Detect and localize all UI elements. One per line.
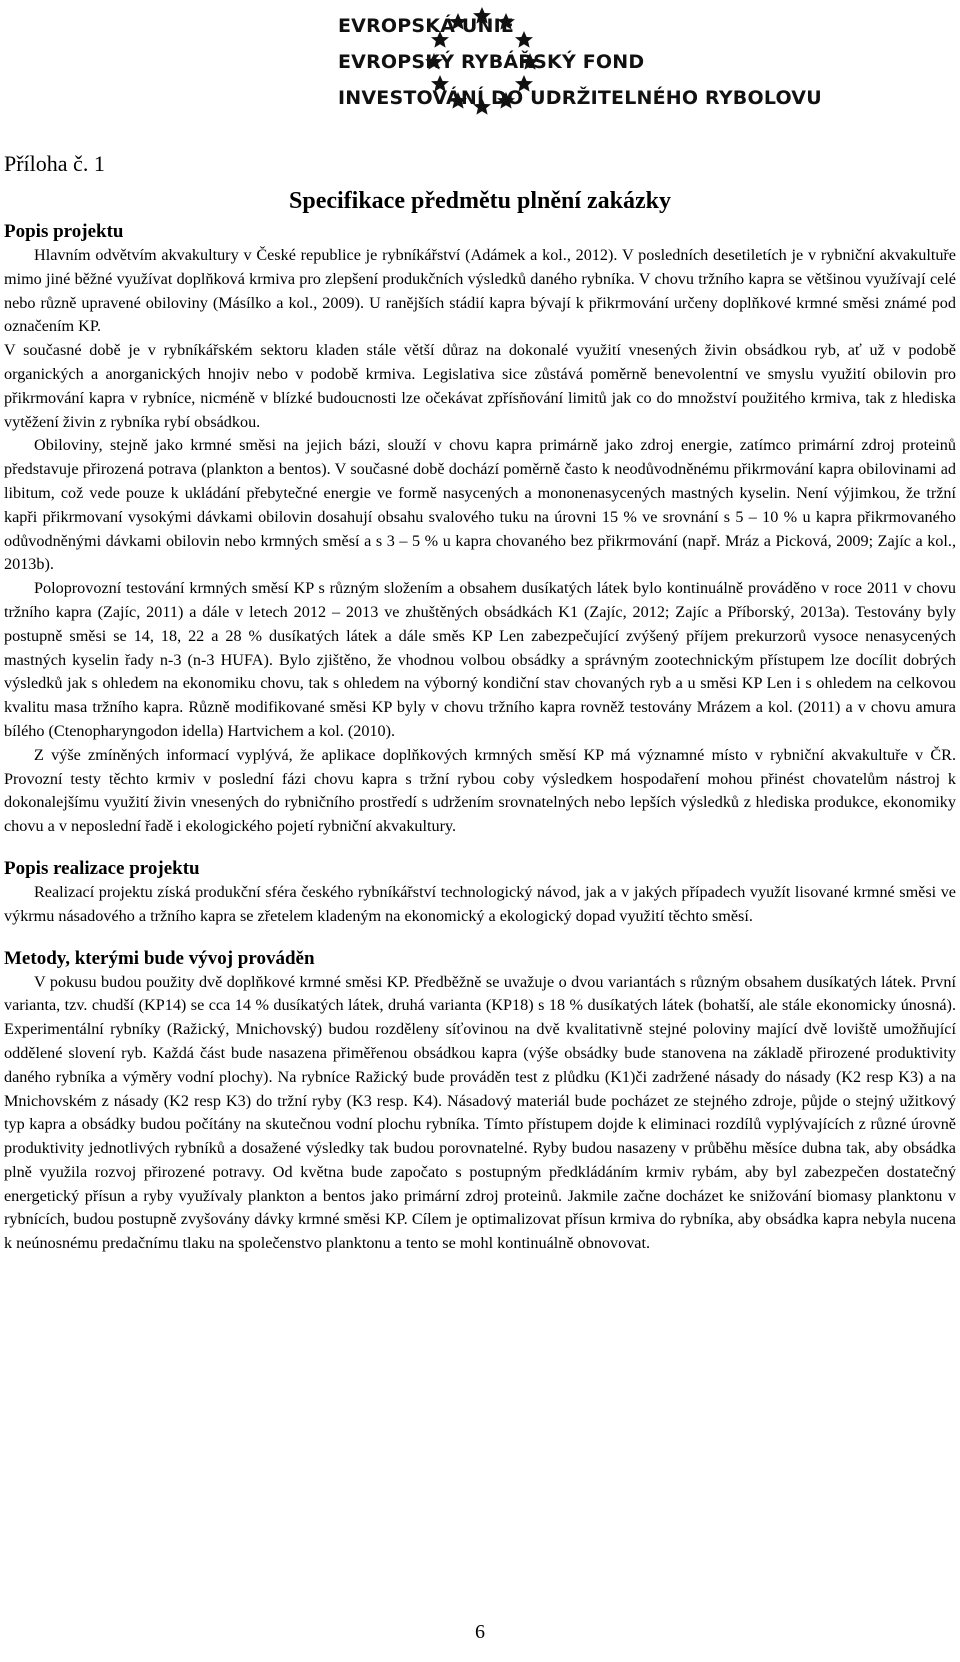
paragraph: Poloprovozní testování krmných směsí KP s různým složením a obsahem dusíkatých látek bylo kontinuálně prováděno v roce 2011 v chovu tržního kapra (Zajíc, 2011) a dále v letech 2012 – 2013 ve zhuštěných obsádkách K1 (Zajíc, 2012; Zajíc a Příborský, 2013a). Testovány byly postupně směsi se 14, 18, 22 a 28 % dusíkatých látek a dále směs KP Len zabezpečující zvýšený příjem prekurzorů vysoce nenasycených mastných kyselin řady n-3 (n-3 HUFA). Bylo zjištěno, že vhodnou volbou obsádky a správným zootechnickým přístupem lze docílit dobrých výsledků jak s ohledem na ekonomiku chovu, tak s ohledem na výborný kondiční stav chovaných ryb a u směsi KP Len i s ohledem na celkovou kvalitu masa tržního kapra. Různě modifikované směsi KP byly v chovu tržního kapra rovněž testovány Mrázem a kol. (2011) a v chovu amura bílého (Ctenopharyngodon idella) Hartvichem a kol. (2010).	[4, 579, 956, 740]
logo-line-investing: INVESTOVÁNÍ DO UDRŽITELNÉHO RYBOLOVU	[338, 87, 822, 109]
paragraph: Hlavním odvětvím akvakultury v České republice je rybníkářství (Adámek a kol., 2012). V posledních desetiletích je v rybniční akvakultuře mimo jiné běžné využívat doplňková krmiva pro zlepšení produkčních výsledků daného rybníka. V chovu tržního kapra se většinou využívají celé nebo různě upravené obiloviny (Másílko a kol., 2009). U ranějších stádií kapra bývají k přikrmování určeny doplňkové krmné směsi známé pod označením KP.	[4, 246, 956, 336]
logo-line-eu: EVROPSKÁ UNIE	[338, 15, 515, 37]
section-heading-methods: Metody, kterými bude vývoj prováděn	[4, 947, 315, 969]
paragraph: V současné době je v rybníkářském sektoru kladen stále větší důraz na dokonalé využití vnesených živin obsádkou ryb, ať už v podobě organických a anorganických hnojiv nebo v podobě krmiva. Legislativa sice zůstává poměrně benevolentní ve smyslu využití obilovin pro přikrmování kapra v rybníce, nicméně v blízké budoucnosti lze očekávat zpřísňování limitů jak co do množství použitého krmiva, tak z hlediska vytěžení živin z rybníka rybí obsádkou.	[4, 341, 956, 431]
eu-logo	[140, 0, 820, 120]
page-number: 6	[475, 1621, 485, 1643]
section-heading-implementation: Popis realizace projektu	[4, 857, 200, 879]
logo-line-fund: EVROPSKÝ RYBÁŘSKÝ FOND	[338, 51, 645, 73]
logo-text	[338, 8, 822, 116]
section-heading-project-description: Popis projektu	[4, 221, 124, 242]
annex-label: Příloha č. 1	[4, 151, 105, 176]
page-title: Specifikace předmětu plnění zakázky	[289, 188, 671, 214]
paragraph: Obiloviny, stejně jako krmné směsi na jejich bázi, slouží v chovu kapra primárně jako zdroj energie, zatímco primární zdroj proteinů představuje přirozená potrava (plankton a bentos). V současné době dochází poměrně často k neodůvodněnému přikrmování kapra obilovinami ad libitum, což vede pouze k ukládání přebytečné energie ve formě nasycených a mononenasycených mastných kyselin. Není výjimkou, že tržní kapři přikrmovaní vysokými dávkami obilovin dosahují obsahu svalového tuku na úrovni 15 % ve srovnání s 5 – 10 % u kapra přikrmovaného odůvodněnými dávkami obilovin nebo krmných směsí a s 3 – 5 % u kapra chovaného bez přikrmování (např. Mráz a Picková, 2009; Zajíc a kol., 2013b).	[4, 436, 956, 574]
paragraph: Realizací projektu získá produkční sféra českého rybníkářství technologický návod, jak a v jakých případech využít lisované krmné směsi ve výkrmu násadového a tržního kapra se zřetelem kladeným na ekonomický a ekologický dopad využití těchto směsí.	[4, 882, 956, 925]
paragraph: V pokusu budou použity dvě doplňkové krmné směsi KP. Předběžně se uvažuje o dvou variantách s různým obsahem dusíkatých látek. První varianta, tzv. chudší (KP14) se cca 14 % dusíkatých látek, druhá varianta (KP18) s 18 % dusíkatých látek (bohatší, ale stále ekonomicky únosná). Experimentální rybníky (Ražický, Mnichovský) budou rozděleny síťovinou na dvě kvalitativně stejné poloviny mající dvě loviště umožňující oddělené slovení ryb. Každá část bude nasazena přiměřenou obsádkou kapra (výše obsádky bude stanovena na základě přirozené produktivity daného rybníka a výměry vodní plochy). Na rybníce Ražický bude prováděn test z plůdku (K1)či zadržené násady do násady (K2 resp K3) a na Mnichovském z násady (K2 resp K3) do tržní ryby (K3 resp. K4). Násadový materiál bude pocházet ze stejného zdroje, půjde o stejný užitkový typ kapra a obsádky budou počítány na skutečnou vodní plochu rybníka. Tímto přístupem dojde k eliminaci rozdílů vyplývajících z různé úrovně produktivity jednotlivých rybníků a dosažené výsledky tak budou porovnatelné. Ryby budou nasazeny v průběhu měsíce dubna tak, aby obsádka plně využila rozvoj přirozené potravy. Od května bude započato s postupným předkládáním krmiv rybám, aby byl zabezpečen dostatečný energetický přísun a ryby využívaly plankton a bentos jako primární zdroj proteinů. Jakmile začne docházet ke snižování biomasy planktonu v rybnících, budou postupně zvyšovány dávky krmné směsi KP. Cílem je optimalizovat přísun krmiva do rybníka, aby obsádka kapra nebyla nucena k neúnosnému predačnímu tlaku na společenstvo planktonu a tento se mohl kontinuálně obnovovat.	[4, 972, 956, 1253]
document-body	[4, 150, 956, 1256]
paragraph: Z výše zmíněných informací vyplývá, že aplikace doplňkových krmných směsí KP má významné místo v rybniční akvakultuře v ČR. Provozní testy těchto krmiv v poslední fázi chovu kapra s tržní rybou coby výsledkem hospodaření mohou přinést chovatelům nástroj k dokonalejšímu využití živin vnesených do rybničního prostředí s udržením srovnatelných nebo lepších výsledků z hlediska produkce, ekonomiky chovu a v neposlední řadě i ekologického pojetí rybniční akvakultury.	[4, 745, 956, 836]
